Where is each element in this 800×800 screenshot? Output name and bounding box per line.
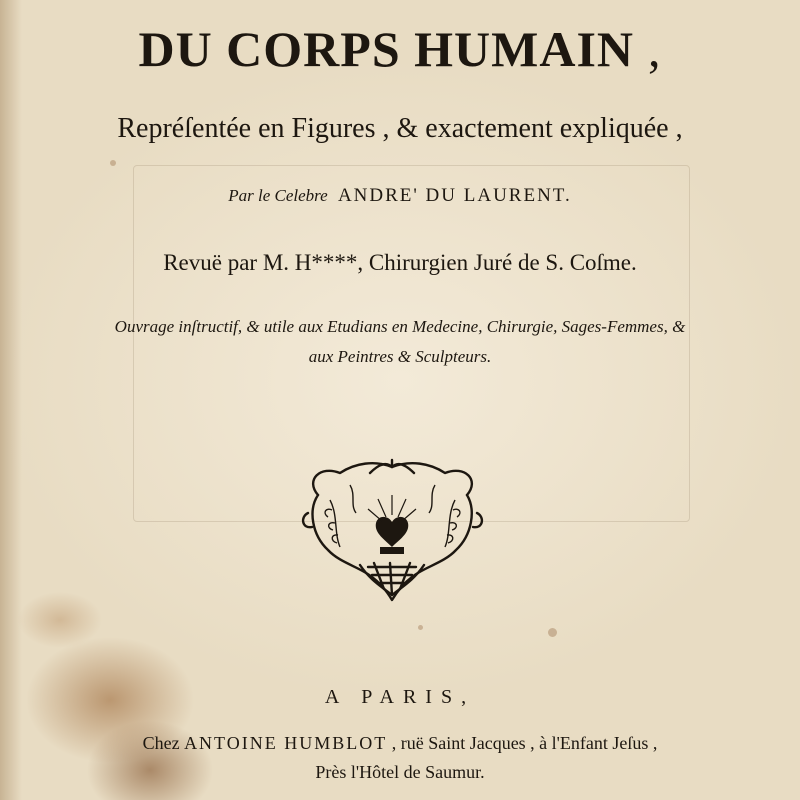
page-title: [0, 20, 800, 78]
title-text: DU CORPS HUMAIN: [138, 21, 635, 77]
publisher-prefix: Chez: [142, 733, 180, 753]
foxing-spot: [548, 628, 557, 637]
foxing-spot: [418, 625, 423, 630]
imprint-address: Près l'Hôtel de Saumur.: [315, 762, 485, 782]
title-comma: ,: [648, 21, 662, 77]
imprint-city: A PARIS,: [324, 686, 476, 708]
publisher-name: ANTOINE HUMBLOT: [184, 733, 388, 753]
author-prefix: Par le Celebre: [228, 186, 328, 205]
flaming-heart-cartouche-icon: [300, 455, 485, 605]
author-line: [0, 185, 800, 207]
foxing-spot: [110, 160, 116, 166]
usage-line-2: aux Peintres & Sculpteurs.: [308, 347, 492, 366]
reviewer-line: Revuë par M. H****, Chirurgien Juré de S. Coſme.: [163, 250, 637, 275]
author-name: ANDRE' DU LAURENT.: [337, 185, 572, 206]
subtitle: Repréſentée en Figures , & exactement expliquée ,: [117, 113, 683, 144]
publisher-suffix: , ruë Saint Jacques , à l'Enfant Jeſus ,: [391, 733, 658, 753]
imprint-publisher: [0, 733, 800, 754]
usage-line-1: Ouvrage inſtructif, & utile aux Etudians en Medecine, Chirurgie, Sages-Femmes, &: [114, 317, 686, 336]
